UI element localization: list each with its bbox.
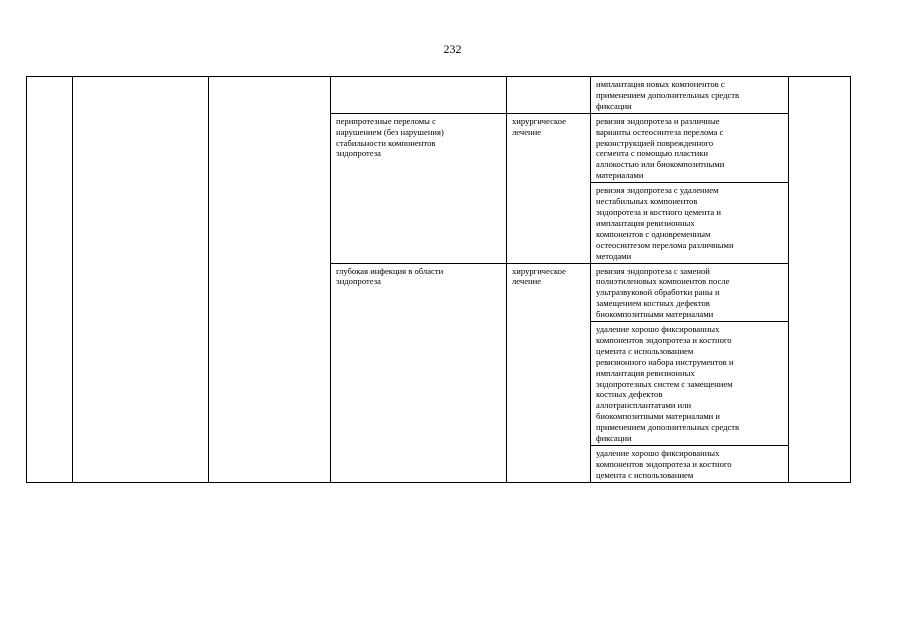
method-line: компонентов эндопротеза и костного xyxy=(596,458,732,469)
method-line: варианты остеосинтеза перелома с xyxy=(596,126,724,137)
method-line: биокомпозитными материалами xyxy=(596,309,714,320)
method-cell xyxy=(591,446,789,483)
page-number: 232 xyxy=(443,42,462,56)
method-line: замещением костных дефектов xyxy=(596,298,710,309)
method-line: фиксации xyxy=(596,100,632,111)
method-line: компонентов с одновременным xyxy=(596,228,711,239)
method-line: остеосинтезом перелома различными xyxy=(596,239,734,250)
method-line: сегмента с помощью пластики xyxy=(596,148,708,159)
treatment-cell xyxy=(507,113,591,263)
method-line: эндопротеза и костного цемента и xyxy=(596,206,721,217)
diagnosis-line: стабильности компонентов xyxy=(336,137,436,148)
diagnosis-line: эндопротеза xyxy=(336,148,381,159)
profile-cell xyxy=(73,77,209,483)
diagnosis-line: перипротезные переломы с xyxy=(336,115,436,126)
method-line: ревизия эндопротеза с заменой xyxy=(596,265,710,276)
treatment-line: хирургическое xyxy=(512,115,566,126)
method-line: компонентов эндопротеза и костного xyxy=(596,334,732,345)
method-line: ревизия эндопротеза и различные xyxy=(596,115,720,126)
method-line: эндопротезных систем с замещением xyxy=(596,378,733,389)
method-line: удаление хорошо фиксированных xyxy=(596,448,720,458)
diagnosis-line: глубокая инфекция в области xyxy=(336,265,444,276)
diagnosis-line: эндопротеза xyxy=(336,276,381,287)
diagnosis-cell xyxy=(331,263,507,482)
method-cell xyxy=(591,183,789,263)
treatment-line: хирургическое xyxy=(512,265,566,276)
method-line: имплантация новых компонентов с xyxy=(596,79,725,89)
method-line: имплантация ревизионных xyxy=(596,217,695,228)
method-line: методами xyxy=(596,250,632,261)
method-line: костных дефектов xyxy=(596,389,663,400)
treatment-table xyxy=(26,76,851,483)
treatment-line: лечение xyxy=(512,126,542,137)
table-row xyxy=(27,77,851,114)
method-line: фиксации xyxy=(596,433,632,444)
number-cell xyxy=(27,77,73,483)
method-line: биокомпозитными материалами и xyxy=(596,411,720,422)
method-line: ревизия эндопротеза с удалением xyxy=(596,185,719,196)
method-line: применением дополнительных средств xyxy=(596,422,740,433)
treatment-cell xyxy=(507,263,591,482)
method-line: ревизионного набора инструментов и xyxy=(596,356,734,367)
method-line: имплантация ревизионных xyxy=(596,367,695,378)
method-line: нестабильных компонентов xyxy=(596,196,698,207)
method-line: удаление хорошо фиксированных xyxy=(596,324,720,335)
method-cell xyxy=(591,113,789,182)
method-line: цемента с использованием xyxy=(596,345,694,356)
method-line: цемента с использованием xyxy=(596,469,694,480)
method-line: аллотрансплантатами или xyxy=(596,400,692,411)
method-cell xyxy=(591,77,789,114)
diagnosis-cell xyxy=(331,77,507,114)
method-line: материалами xyxy=(596,170,644,181)
method-line: реконструкцией поврежденного xyxy=(596,137,714,148)
method-line: полиэтиленовых компонентов после xyxy=(596,276,730,287)
method-line: аллокостью или биокомпозитными xyxy=(596,159,725,170)
treatment-line: лечение xyxy=(512,276,542,287)
cost-cell xyxy=(789,77,851,483)
method-line: применением дополнительных средств xyxy=(596,89,740,100)
method-cell xyxy=(591,322,789,446)
diagnosis-cell xyxy=(331,113,507,263)
diagnosis-line: нарушением (без нарушения) xyxy=(336,126,444,137)
method-line: ультразвуковой обработки раны и xyxy=(596,287,720,298)
method-cell xyxy=(591,263,789,322)
treatment-cell xyxy=(507,77,591,114)
group-cell xyxy=(209,77,331,483)
